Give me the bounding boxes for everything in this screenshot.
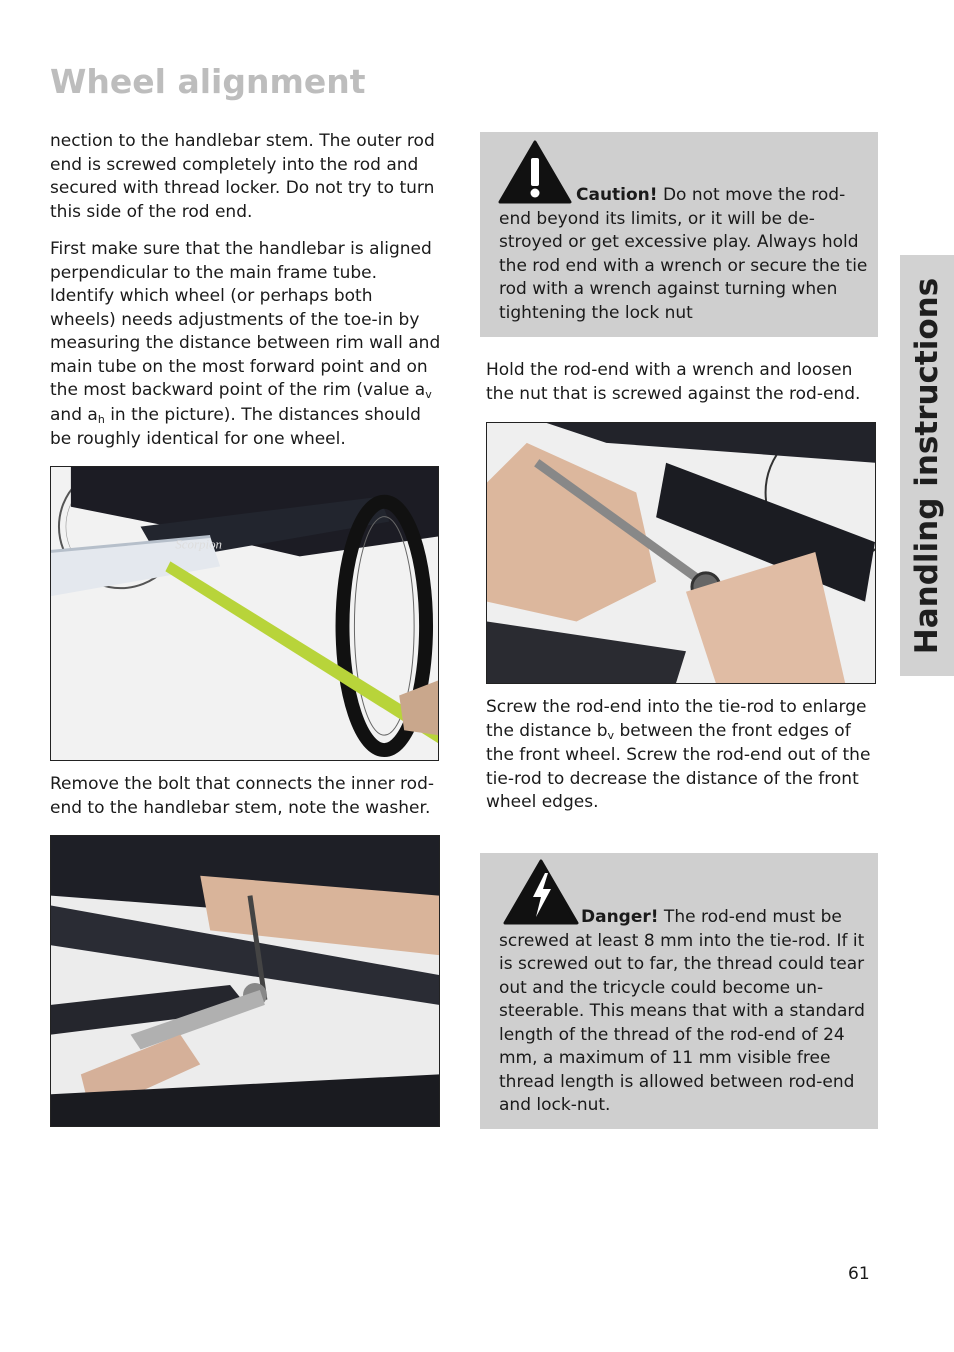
photo-wrench-on-rod-end [486, 422, 876, 684]
danger-box [480, 853, 878, 1129]
photo-removing-bolt [50, 835, 440, 1127]
section-side-tab-label: Handling instructions [909, 277, 945, 654]
caution-label: Caution! [576, 185, 658, 205]
right-paragraph-1: Hold the rod-end with a wrench and loosen the nut that is screwed against the rod-end. [486, 360, 861, 404]
left-paragraph-2: First make sure that the handlebar is aligned perpendicular to the main frame tube. Identify which wheel (or perhaps both wheels) needs adjustments of the toe-in by measuring the distance between rim wall and main tube on the most forward point and on the most backward point of the rim (value $a_v$ and $a_h$ in the picture). The distances should be roughly identical for one wheel. [50, 239, 441, 449]
danger-label: Danger! [581, 907, 659, 927]
section-side-tab [900, 255, 954, 676]
right-paragraph-2: Screw the rod-end into the tie-rod to enlarge the distance $b_v$ between the front edges of the front wheel. Screw the rod-end out of the tie-rod to decrease the distance of the front wheel edges. [486, 697, 871, 812]
left-paragraph-1: nection to the handlebar stem. The outer rod end is screwed completely into the rod and secured with thread locker. Do not try to turn this side of the rod end. [50, 131, 435, 222]
caution-box [480, 132, 878, 337]
photo-measuring-toe-in [50, 466, 439, 761]
left-paragraph-3: Remove the bolt that connects the inner rod-end to the handlebar stem, note the washer. [50, 774, 435, 818]
page-number: 61 [848, 1264, 870, 1284]
danger-text: Danger! The rod-end must be screwed at least 8 mm into the tie-rod. If it is screwed out to far, the thread could tear out and the tricycle could become un-steerable. This means that with a standard length of the thread of the rod-end of 24 mm, a maximum of 11 mm visible free thread length is allowed between rod-end and lock-nut. [499, 907, 865, 1115]
caution-text: Caution! Do not move the rod-end beyond its limits, or it will be de-stroyed or get excessive play. Always hold the rod end with a wrench or secure the tie rod with a wrench against turning when tightening the lock nut [499, 185, 868, 323]
photo1-logo-text: Scorpion [175, 536, 223, 552]
page-title: Wheel alignment [50, 62, 366, 101]
